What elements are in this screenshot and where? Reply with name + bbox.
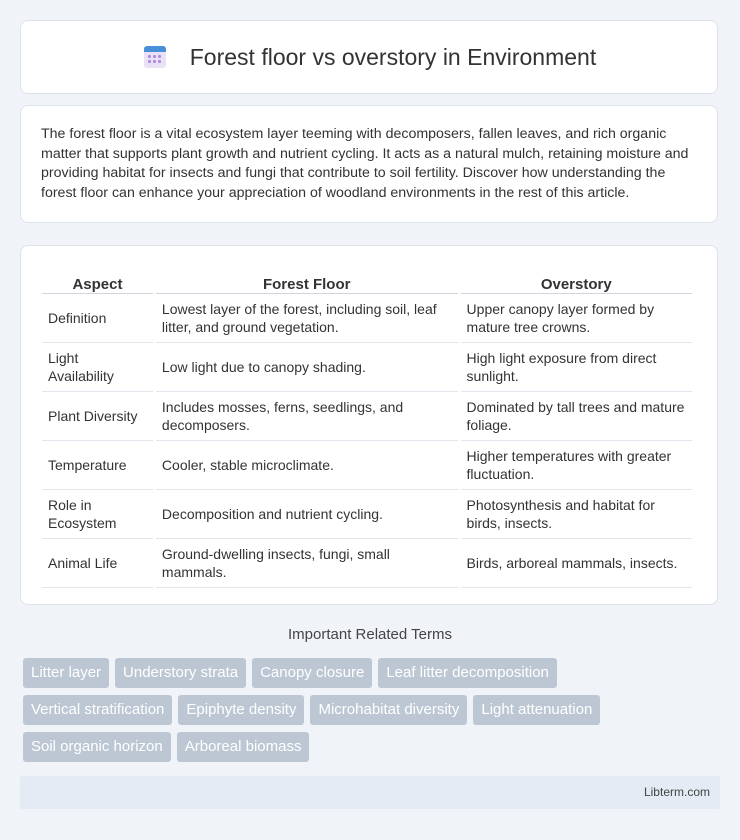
related-term-chip[interactable]: Soil organic horizon [23, 732, 171, 762]
related-term-chip[interactable]: Light attenuation [473, 695, 600, 725]
comparison-card [20, 245, 718, 605]
title-card [20, 20, 718, 94]
calendar-icon [142, 44, 168, 70]
related-term-chip[interactable]: Vertical stratification [23, 695, 172, 725]
cell-aspect: Role in Ecosystem [42, 490, 153, 539]
column-header-overstory: Overstory [461, 264, 692, 294]
related-terms-list [23, 658, 703, 762]
cell-forest-floor: Ground-dwelling insects, fungi, small mammals. [156, 539, 458, 588]
related-term-chip[interactable]: Microhabitat diversity [310, 695, 467, 725]
footer [20, 776, 720, 809]
cell-overstory: Birds, arboreal mammals, insects. [461, 539, 692, 588]
cell-aspect: Animal Life [42, 539, 153, 588]
table-row [42, 441, 692, 490]
cell-forest-floor: Includes mosses, ferns, seedlings, and decomposers. [156, 392, 458, 441]
cell-forest-floor: Cooler, stable microclimate. [156, 441, 458, 490]
related-term-chip[interactable]: Arboreal biomass [177, 732, 310, 762]
cell-overstory: Upper canopy layer formed by mature tree crowns. [461, 294, 692, 343]
cell-forest-floor: Decomposition and nutrient cycling. [156, 490, 458, 539]
cell-overstory: Higher temperatures with greater fluctuation. [461, 441, 692, 490]
table-row [42, 539, 692, 588]
related-term-chip[interactable]: Canopy closure [252, 658, 372, 688]
column-header-aspect: Aspect [42, 264, 153, 294]
comparison-table [39, 264, 695, 588]
cell-overstory: Dominated by tall trees and mature foliage. [461, 392, 692, 441]
cell-aspect: Plant Diversity [42, 392, 153, 441]
footer-site-link[interactable]: Libterm.com [643, 785, 710, 799]
table-row [42, 294, 692, 343]
page-title: Forest floor vs overstory in Environment [189, 43, 597, 70]
intro-paragraph: The forest floor is a vital ecosystem layer teeming with decomposers, fallen leaves, and rich organic matter that supports plant growth and nutrient cycling. It acts as a natural mulch, retaining moisture and providing habitat for insects and fungi that contribute to soil fertility. Discover how understanding the forest floor can enhance your appreciation of woodland environments in the rest of this article. [41, 126, 689, 201]
cell-forest-floor: Low light due to canopy shading. [156, 343, 458, 392]
cell-forest-floor: Lowest layer of the forest, including soil, leaf litter, and ground vegetation. [156, 294, 458, 343]
intro-card [20, 105, 718, 223]
cell-aspect: Temperature [42, 441, 153, 490]
cell-aspect: Light Availability [42, 343, 153, 392]
column-header-forest-floor: Forest Floor [156, 264, 458, 294]
related-term-chip[interactable]: Understory strata [115, 658, 246, 688]
table-row [42, 490, 692, 539]
cell-overstory: Photosynthesis and habitat for birds, insects. [461, 490, 692, 539]
related-term-chip[interactable]: Leaf litter decomposition [378, 658, 557, 688]
related-term-chip[interactable]: Litter layer [23, 658, 109, 688]
cell-aspect: Definition [42, 294, 153, 343]
related-term-chip[interactable]: Epiphyte density [178, 695, 304, 725]
table-row [42, 343, 692, 392]
related-terms-heading: Important Related Terms [288, 626, 452, 643]
cell-overstory: High light exposure from direct sunlight. [461, 343, 692, 392]
table-row [42, 392, 692, 441]
table-header-row [42, 264, 692, 294]
